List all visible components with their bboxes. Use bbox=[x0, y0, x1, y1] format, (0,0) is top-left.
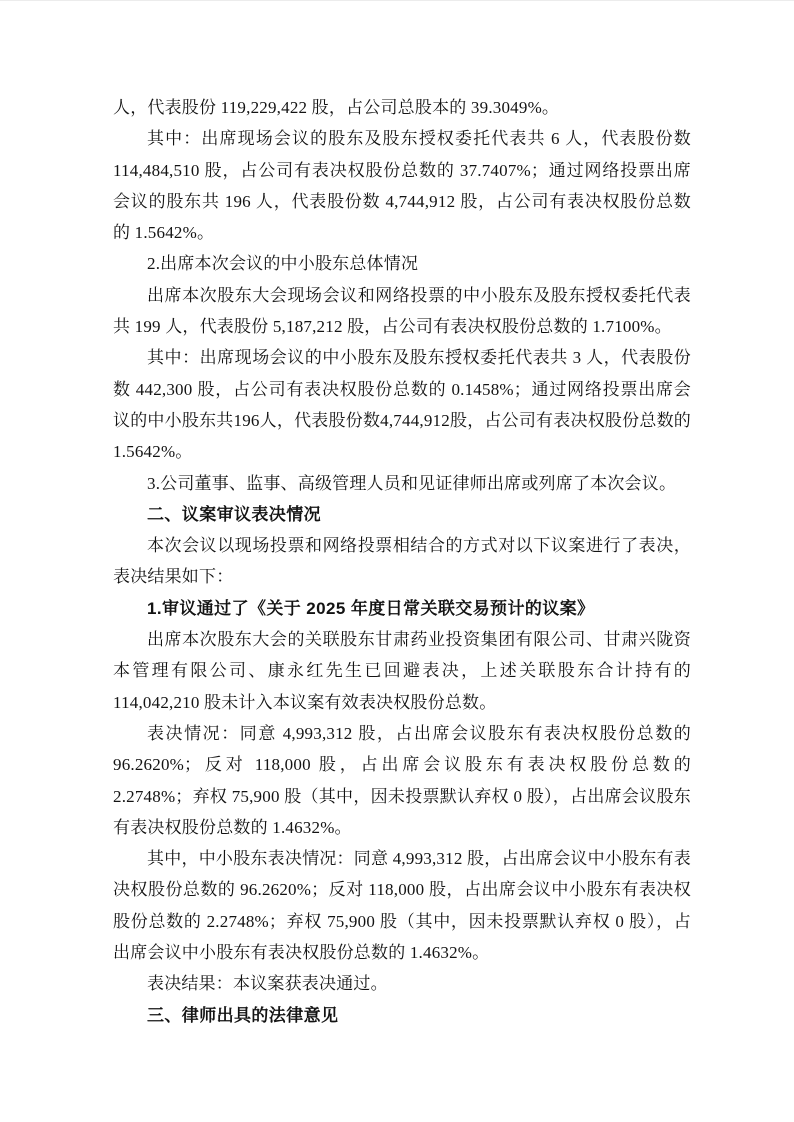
paragraph-voting-method: 本次会议以现场投票和网络投票相结合的方式对以下议案进行了表决，表决结果如下： bbox=[113, 536, 691, 587]
paragraph-onsite-network-breakdown: 其中：出席现场会议的股东及股东授权委托代表共 6 人，代表股份数 114,484,510 股，占公司有表决权股份总数的 37.7407%；通过网络投票出席会议的股东共 196 人，代表股份数 4,744,912 股，占公司有表决权股份总数的 1.5642%。 bbox=[113, 129, 691, 243]
paragraph-voting-result-minority-shareholders: 其中，中小股东表决情况：同意 4,993,312 股，占出席会议中小股东有表决权股份总数的 96.2620%；反对 118,000 股，占出席会议中小股东有表决权股份总数的 2.2748%；弃权 75,900 股（其中，因未投票默认弃权 0 股），占出席会议中小股东有表决权股份总数的 1.4632%。 bbox=[113, 849, 691, 963]
section-heading-legal-opinion: 三、律师出具的法律意见 bbox=[147, 1005, 339, 1025]
paragraph-minority-attendance: 出席本次股东大会现场会议和网络投票的中小股东及股东授权委托代表共 199 人，代表股份 5,187,212 股，占公司有表决权股份总数的 1.7100%。 bbox=[113, 285, 691, 337]
item-minority-shareholders-overview: 2.出席本次会议的中小股东总体情况 bbox=[147, 254, 419, 274]
item-directors-attendance: 3.公司董事、监事、高级管理人员和见证律师出席或列席了本次会议。 bbox=[147, 473, 677, 493]
paragraph-voting-result-all-shareholders: 表决情况：同意 4,993,312 股，占出席会议股东有表决权股份总数的 96.2620%；反对 118,000 股，占出席会议股东有表决权股份总数的 2.2748%；弃权 75,900 股（其中，因未投票默认弃权 0 股），占出席会议股东有表决权股份总数的 1.4632%。 bbox=[113, 723, 691, 837]
item-heading-proposal-1: 1.审议通过了《关于 2025 年度日常关联交易预计的议案》 bbox=[147, 598, 595, 618]
paragraph-voting-conclusion: 表决结果：本议案获表决通过。 bbox=[147, 974, 388, 994]
paragraph-minority-breakdown: 其中：出席现场会议的中小股东及股东授权委托代表共 3 人，代表股份数 442,300 股，占公司有表决权股份总数的 0.1458%；通过网络投票出席会议的中小股东共196人，代表股份数4,744,912股，占公司有表决权股份总数的1.5642%。 bbox=[113, 348, 691, 462]
paragraph-related-shareholders-abstention: 出席本次股东大会的关联股东甘肃药业投资集团有限公司、甘肃兴陇资本管理有限公司、康永红先生已回避表决，上述关联股东合计持有的 114,042,210 股未计入本议案有效表决权股份总数。 bbox=[113, 630, 691, 712]
paragraph-total-shareholders-continued: 人，代表股份 119,229,422 股，占公司总股本的 39.3049%。 bbox=[113, 98, 560, 117]
document-text-block bbox=[113, 92, 691, 1031]
section-heading-voting-results: 二、议案审议表决情况 bbox=[147, 504, 321, 524]
